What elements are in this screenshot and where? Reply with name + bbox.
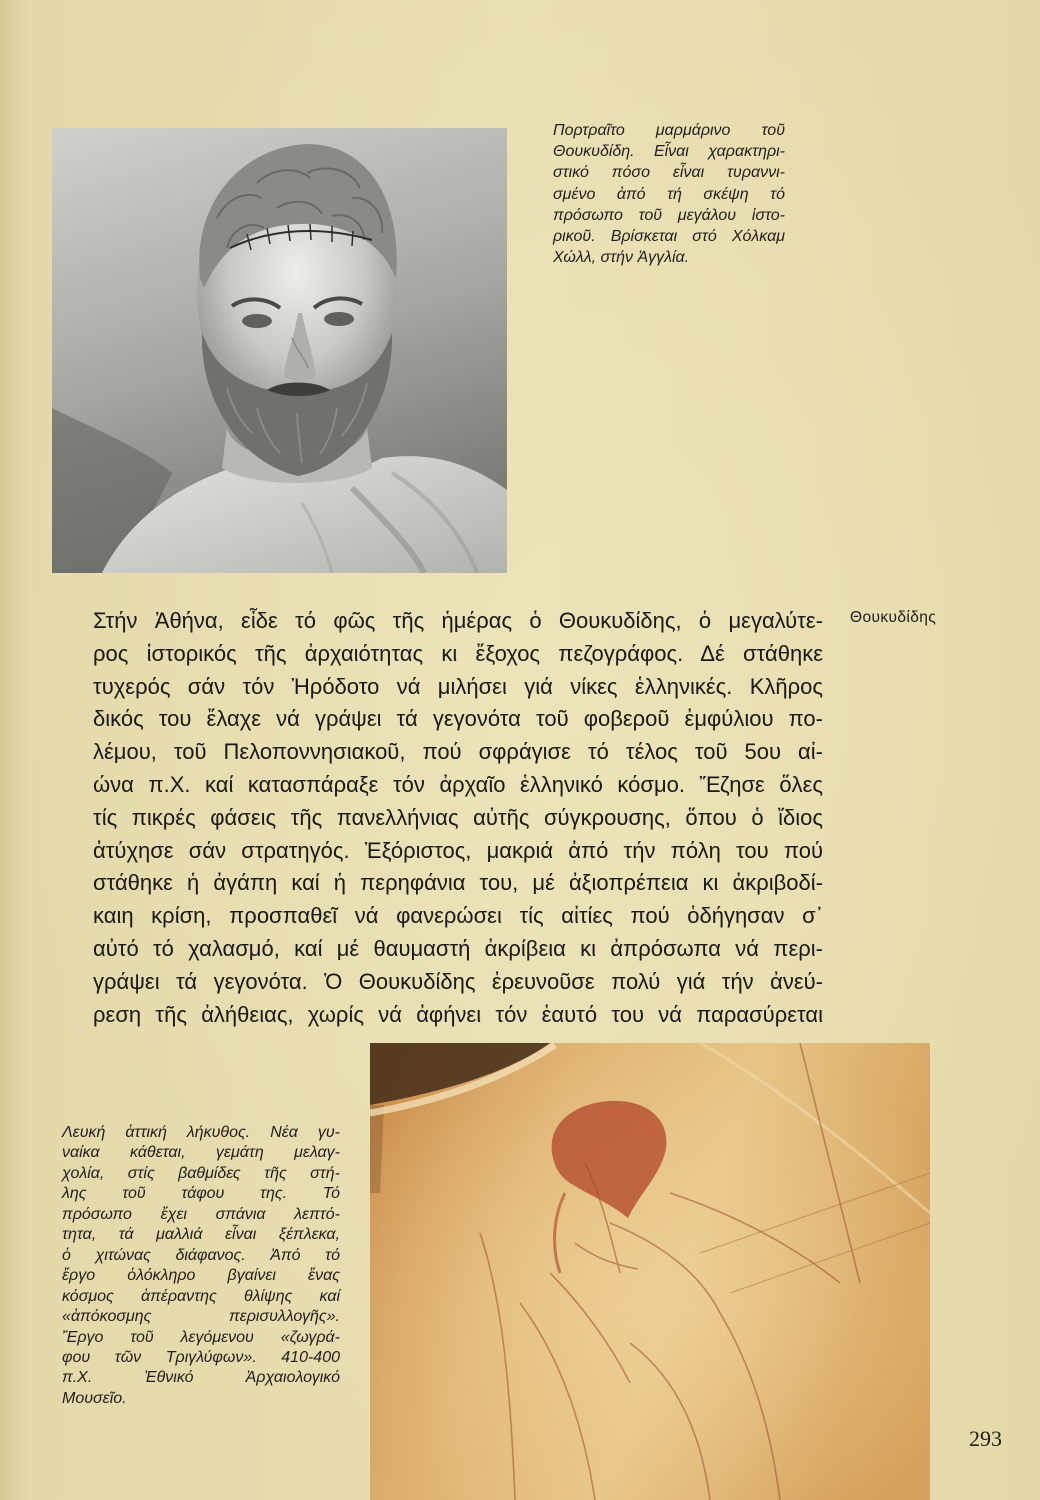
portrait-caption-line: στικό πόσο εἶναι τυραννι- bbox=[553, 164, 785, 182]
lekythos-caption-line: Ἔργο τοῦ λεγόμενου «ζωγρά- bbox=[62, 1328, 340, 1346]
portrait-caption-line: Θουκυδίδη. Εἶναι χαρακτηρι- bbox=[553, 143, 785, 161]
lekythos-caption-line: ὁ χιτώνας διάφανος. Ἀπό τό bbox=[62, 1246, 340, 1264]
margin-note: Θουκυδίδης bbox=[850, 609, 937, 626]
body-line: ρος ἱστορικός τῆς ἀρχαιότητας κι ἔξοχος πεζογράφος. Δέ στάθηκε bbox=[93, 640, 823, 666]
lekythos-caption-line: φου τῶν Τριγλύφων». 410-400 bbox=[62, 1348, 340, 1366]
lekythos-caption bbox=[62, 1123, 340, 1409]
body-line: τυχερός σάν τόν Ἡρόδοτο νά μιλήσει γιά νίκες ἑλληνικές. Κλῆρος bbox=[93, 673, 823, 699]
lekythos-caption-line: κόσμος ἀπέραντης θλίψης καί bbox=[62, 1287, 340, 1305]
lekythos-caption-line: «ἀπόκοσμης περισυλλογῆς». bbox=[62, 1308, 340, 1326]
body-line: γράψει τά γεγονότα. Ὁ Θουκυδίδης ἐρευνοῦσε πολύ γιά τήν ἀνεύ- bbox=[93, 968, 823, 994]
body-line: τίς πικρές φάσεις τῆς πανελλήνιας αὐτῆς σύγκρουσης, ὅπου ὁ ἴδιος bbox=[93, 804, 823, 830]
body-line: λέμου, τοῦ Πελοποννησιακοῦ, πού σφράγισε τό τέλος τοῦ 5ου αἰ- bbox=[93, 739, 823, 765]
thucydides-bust-photo bbox=[52, 128, 507, 573]
lekythos-caption-line: π.Χ. Ἐθνικό Ἀρχαιολογικό bbox=[62, 1369, 340, 1387]
body-line: δικός του ἔλαχε νά γράψει τά γεγονότα τοῦ φοβεροῦ ἐμφύλιου πο- bbox=[93, 706, 823, 732]
lekythos-photo bbox=[370, 1043, 930, 1500]
portrait-caption bbox=[553, 120, 785, 268]
body-paragraph bbox=[93, 605, 823, 1031]
body-line: στάθηκε ἡ ἀγάπη καί ἡ περηφάνια του, μέ ἀξιοπρέπεια κι ἀκριβοδί- bbox=[93, 870, 823, 896]
lekythos-caption-line: ἔργο ὁλόκληρο βγαίνει ἕνας bbox=[62, 1267, 340, 1285]
body-line: αὐτό τό χαλασμό, καί μέ θαυμαστή ἀκρίβεια κι ἀπρόσωπα νά περι- bbox=[93, 935, 823, 961]
body-line: ρεση τῆς ἀλήθειας, χωρίς νά ἀφήνει τόν ἑαυτό του νά παρασύρεται bbox=[93, 1001, 823, 1027]
lekythos-caption-line: Μουσεῖο. bbox=[62, 1389, 127, 1407]
lekythos-caption-line: λης τοῦ τάφου της. Τό bbox=[62, 1185, 340, 1203]
portrait-caption-line: ρικοῦ. Βρίσκεται στό Χόλκαμ bbox=[553, 228, 785, 246]
body-line: Στήν Ἀθήνα, εἶδε τό φῶς τῆς ἡμέρας ὁ Θουκυδίδης, ὁ μεγαλύτε- bbox=[93, 608, 823, 633]
body-line: ἀτύχησε σάν στρατηγός. Ἐξόριστος, μακριά ἀπό τήν πόλη του πού bbox=[93, 837, 823, 863]
body-line: καιη κρίση, προσπαθεῖ νά φανερώσει τίς αἰτίες πού ὁδήγησαν σ᾽ bbox=[93, 903, 823, 929]
lekythos-caption-line: ναίκα κάθεται, γεμάτη μελαγ- bbox=[62, 1144, 340, 1162]
portrait-caption-line: Χώλλ, στήν Ἀγγλία. bbox=[553, 249, 690, 267]
portrait-caption-line: πρόσωπο τοῦ μεγάλου ἱστο- bbox=[553, 206, 785, 224]
lekythos-caption-line: τητα, τά μαλλιά εἶναι ξέπλεκα, bbox=[62, 1226, 340, 1244]
lekythos-caption-line: πρόσωπο ἔχει σπάνια λεπτό- bbox=[62, 1205, 340, 1223]
portrait-caption-line: Πορτραῖτο μαρμάρινο τοῦ bbox=[553, 122, 785, 139]
page-number: 293 bbox=[969, 1426, 1002, 1451]
lekythos-caption-line: Λευκή ἀττική λήκυθος. Νέα γυ- bbox=[62, 1124, 340, 1141]
body-line: ώνα π.Χ. καί κατασπάραξε τόν ἀρχαῖο ἑλληνικό κόσμο. Ἔζησε ὅλες bbox=[93, 771, 823, 797]
portrait-caption-line: σμένο ἀπό τή σκέψη τό bbox=[553, 185, 785, 203]
lekythos-caption-line: χολία, στίς βαθμίδες τῆς στή- bbox=[62, 1164, 340, 1182]
